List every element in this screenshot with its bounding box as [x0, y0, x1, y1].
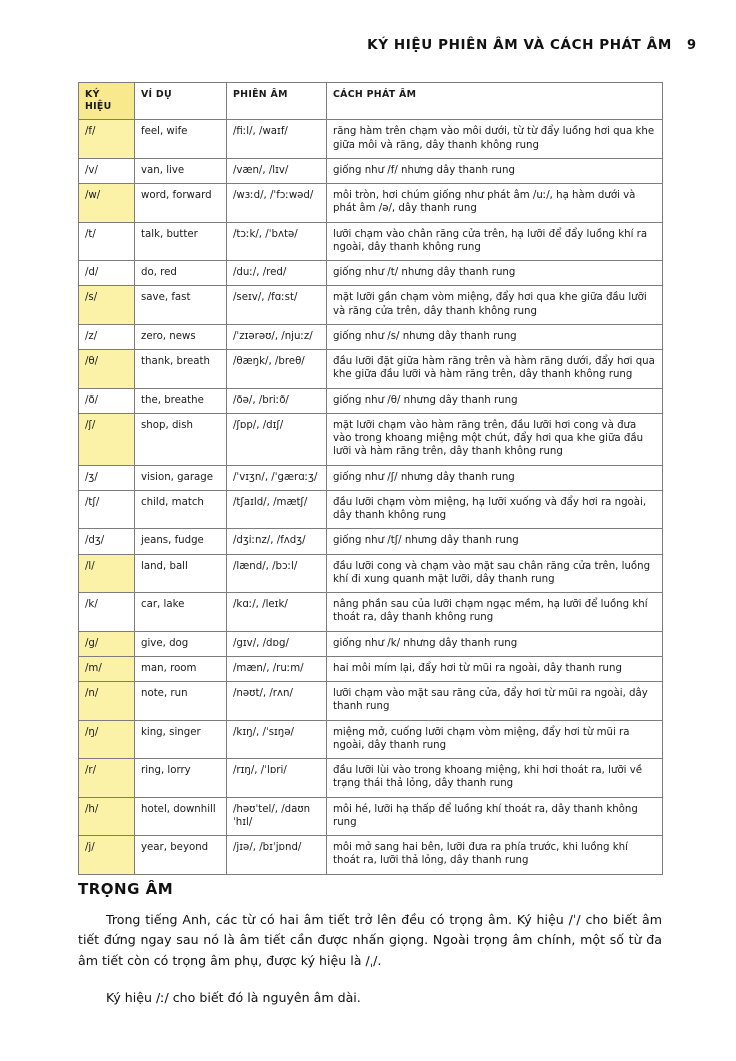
cell-symbol: /r/ [79, 759, 135, 798]
cell-example: the, breathe [135, 388, 227, 413]
table-row [79, 350, 663, 389]
cell-symbol: /l/ [79, 554, 135, 593]
cell-description: mặt lưỡi gần chạm vòm miệng, đẩy hơi qua khe giữa đầu lưỡi và răng cửa trên, dây thanh không rung [327, 286, 663, 325]
column-header-description: CÁCH PHÁT ÂM [327, 83, 663, 120]
cell-example: feel, wife [135, 120, 227, 159]
cell-example: van, live [135, 158, 227, 183]
cell-description: giống như /f/ nhưng dây thanh rung [327, 158, 663, 183]
cell-transcription: /væn/, /lɪv/ [227, 158, 327, 183]
cell-symbol: /d/ [79, 261, 135, 286]
cell-example: year, beyond [135, 836, 227, 875]
cell-description: hai môi mím lại, đẩy hơi từ mũi ra ngoài, dây thanh rung [327, 656, 663, 681]
cell-example: vision, garage [135, 465, 227, 490]
cell-example: word, forward [135, 184, 227, 223]
cell-description: đầu lưỡi lùi vào trong khoang miệng, khi hơi thoát ra, lưỡi về trạng thái thả lỏng, dây thanh rung [327, 759, 663, 798]
table-row [79, 184, 663, 223]
cell-description: môi tròn, hơi chúm giống như phát âm /uː/, hạ hàm dưới và phát âm /ə/, dây thanh rung [327, 184, 663, 223]
cell-description: răng hàm trên chạm vào môi dưới, từ từ đẩy luồng hơi qua khe giữa môi và răng, dây thanh không rung [327, 120, 663, 159]
cell-description: nâng phần sau của lưỡi chạm ngạc mềm, hạ lưỡi để luồng khí thoát ra, dây thanh không rung [327, 593, 663, 632]
cell-example: save, fast [135, 286, 227, 325]
cell-symbol: /m/ [79, 656, 135, 681]
column-header-example: VÍ DỤ [135, 83, 227, 120]
cell-description: giống như /θ/ nhưng dây thanh rung [327, 388, 663, 413]
table-row [79, 656, 663, 681]
cell-example: jeans, fudge [135, 529, 227, 554]
cell-symbol: /w/ [79, 184, 135, 223]
cell-symbol: /ð/ [79, 388, 135, 413]
cell-description: giống như /ʃ/ nhưng dây thanh rung [327, 465, 663, 490]
table-row [79, 836, 663, 875]
cell-example: talk, butter [135, 222, 227, 261]
cell-description: đầu lưỡi chạm vòm miệng, hạ lưỡi xuống và đẩy hơi ra ngoài, dây thanh không rung [327, 490, 663, 529]
cell-symbol: /tʃ/ [79, 490, 135, 529]
cell-transcription: /fiːl/, /waɪf/ [227, 120, 327, 159]
cell-description: giống như /tʃ/ nhưng dây thanh rung [327, 529, 663, 554]
cell-description: môi mở sang hai bên, lưỡi đưa ra phía trước, khi luồng khí thoát ra, lưỡi thả lỏng, dây thanh rung [327, 836, 663, 875]
cell-description: đầu lưỡi đặt giữa hàm răng trên và hàm răng dưới, đẩy hơi qua khe giữa đầu lưỡi và hàm răng trên, dây thanh không rung [327, 350, 663, 389]
cell-example: note, run [135, 682, 227, 721]
cell-transcription: /ˈvɪʒn/, /ˈgærɑːʒ/ [227, 465, 327, 490]
cell-symbol: /z/ [79, 324, 135, 349]
paragraph-stress-2: Ký hiệu /ː/ cho biết đó là nguyên âm dài. [106, 990, 361, 1005]
page-header [0, 34, 696, 53]
cell-example: child, match [135, 490, 227, 529]
cell-symbol: /dʒ/ [79, 529, 135, 554]
cell-description: giống như /k/ nhưng dây thanh rung [327, 631, 663, 656]
cell-example: man, room [135, 656, 227, 681]
cell-symbol: /j/ [79, 836, 135, 875]
table-row [79, 286, 663, 325]
cell-description: mặt lưỡi chạm vào hàm răng trên, đầu lưỡi hơi cong và đưa vào trong khoang miệng một chút, đẩy hơi qua khe giữa đầu lưỡi và hàm răng trên, dây thanh không rung [327, 413, 663, 465]
table-row [79, 324, 663, 349]
cell-transcription: /mæn/, /ruːm/ [227, 656, 327, 681]
cell-transcription: /gɪv/, /dɒg/ [227, 631, 327, 656]
table-row [79, 759, 663, 798]
cell-symbol: /ʃ/ [79, 413, 135, 465]
cell-description: miệng mở, cuống lưỡi chạm vòm miệng, đẩy hơi từ mũi ra ngoài, dây thanh rung [327, 720, 663, 759]
cell-example: king, singer [135, 720, 227, 759]
cell-example: do, red [135, 261, 227, 286]
cell-transcription: /tɔːk/, /ˈbʌtə/ [227, 222, 327, 261]
cell-symbol: /k/ [79, 593, 135, 632]
cell-transcription: /nəʊt/, /rʌn/ [227, 682, 327, 721]
cell-transcription: /həʊˈtel/, /daʊnˈhɪl/ [227, 797, 327, 836]
cell-transcription: /kɑː/, /leɪk/ [227, 593, 327, 632]
table-row [79, 465, 663, 490]
page-title: KÝ HIỆU PHIÊN ÂM VÀ CÁCH PHÁT ÂM [367, 37, 672, 53]
cell-example: shop, dish [135, 413, 227, 465]
column-header-transcription: PHIÊN ÂM [227, 83, 327, 120]
cell-example: thank, breath [135, 350, 227, 389]
table-row [79, 554, 663, 593]
table-row [79, 413, 663, 465]
cell-transcription: /dʒiːnz/, /fʌdʒ/ [227, 529, 327, 554]
cell-transcription: /lænd/, /bɔːl/ [227, 554, 327, 593]
cell-transcription: /θæŋk/, /breθ/ [227, 350, 327, 389]
cell-symbol: /θ/ [79, 350, 135, 389]
cell-description: giống như /t/ nhưng dây thanh rung [327, 261, 663, 286]
section-title-stress: TRỌNG ÂM [78, 880, 174, 898]
cell-description: lưỡi chạm vào chân răng cửa trên, hạ lưỡi để đẩy luồng khí ra ngoài, dây thanh không rung [327, 222, 663, 261]
cell-symbol: /v/ [79, 158, 135, 183]
table-row [79, 120, 663, 159]
cell-transcription: /duː/, /red/ [227, 261, 327, 286]
cell-symbol: /ŋ/ [79, 720, 135, 759]
cell-symbol: /n/ [79, 682, 135, 721]
cell-symbol: /ʒ/ [79, 465, 135, 490]
cell-transcription: /ðə/, /briːð/ [227, 388, 327, 413]
cell-symbol: /t/ [79, 222, 135, 261]
table-row [79, 682, 663, 721]
page-number: 9 [686, 38, 696, 53]
table-row [79, 720, 663, 759]
ipa-pronunciation-table [78, 82, 663, 875]
table-row [79, 593, 663, 632]
paragraph-stress-1: Trong tiếng Anh, các từ có hai âm tiết trở lên đều có trọng âm. Ký hiệu /ˈ/ cho biết âm tiết đứng ngay sau nó là âm tiết cần được nhấn giọng. Ngoài trọng âm chính, một số từ đa âm tiết còn có trọng âm phụ, được ký hiệu là /ˌ/. [78, 912, 662, 968]
table-row [79, 797, 663, 836]
cell-symbol: /h/ [79, 797, 135, 836]
table-row [79, 631, 663, 656]
cell-example: ring, lorry [135, 759, 227, 798]
cell-description: môi hé, lưỡi hạ thấp để luồng khí thoát ra, dây thanh không rung [327, 797, 663, 836]
cell-description: giống như /s/ nhưng dây thanh rung [327, 324, 663, 349]
table-row [79, 529, 663, 554]
cell-description: đầu lưỡi cong và chạm vào mặt sau chân răng cửa trên, luồng khí đi xung quanh mặt lưỡi, dây thanh rung [327, 554, 663, 593]
cell-symbol: /g/ [79, 631, 135, 656]
cell-symbol: /f/ [79, 120, 135, 159]
cell-transcription: /jɪə/, /bɪˈjɒnd/ [227, 836, 327, 875]
table-row [79, 222, 663, 261]
cell-example: car, lake [135, 593, 227, 632]
cell-example: give, dog [135, 631, 227, 656]
cell-transcription: /wɜːd/, /ˈfɔːwəd/ [227, 184, 327, 223]
table-row [79, 261, 663, 286]
cell-symbol: /s/ [79, 286, 135, 325]
cell-example: hotel, downhill [135, 797, 227, 836]
cell-example: zero, news [135, 324, 227, 349]
cell-example: land, ball [135, 554, 227, 593]
cell-transcription: /ˈzɪərəʊ/, /njuːz/ [227, 324, 327, 349]
cell-transcription: /seɪv/, /fɑːst/ [227, 286, 327, 325]
table-body [79, 120, 663, 874]
table-header-row [79, 83, 663, 120]
table-row [79, 490, 663, 529]
table-row [79, 158, 663, 183]
cell-description: lưỡi chạm vào mặt sau răng cửa, đẩy hơi từ mũi ra ngoài, dây thanh rung [327, 682, 663, 721]
cell-transcription: /ʃɒp/, /dɪʃ/ [227, 413, 327, 465]
cell-transcription: /tʃaɪld/, /mætʃ/ [227, 490, 327, 529]
column-header-symbol: KÝ HIỆU [79, 83, 135, 120]
cell-transcription: /rɪŋ/, /ˈlɒri/ [227, 759, 327, 798]
cell-transcription: /kɪŋ/, /ˈsɪŋə/ [227, 720, 327, 759]
table-row [79, 388, 663, 413]
